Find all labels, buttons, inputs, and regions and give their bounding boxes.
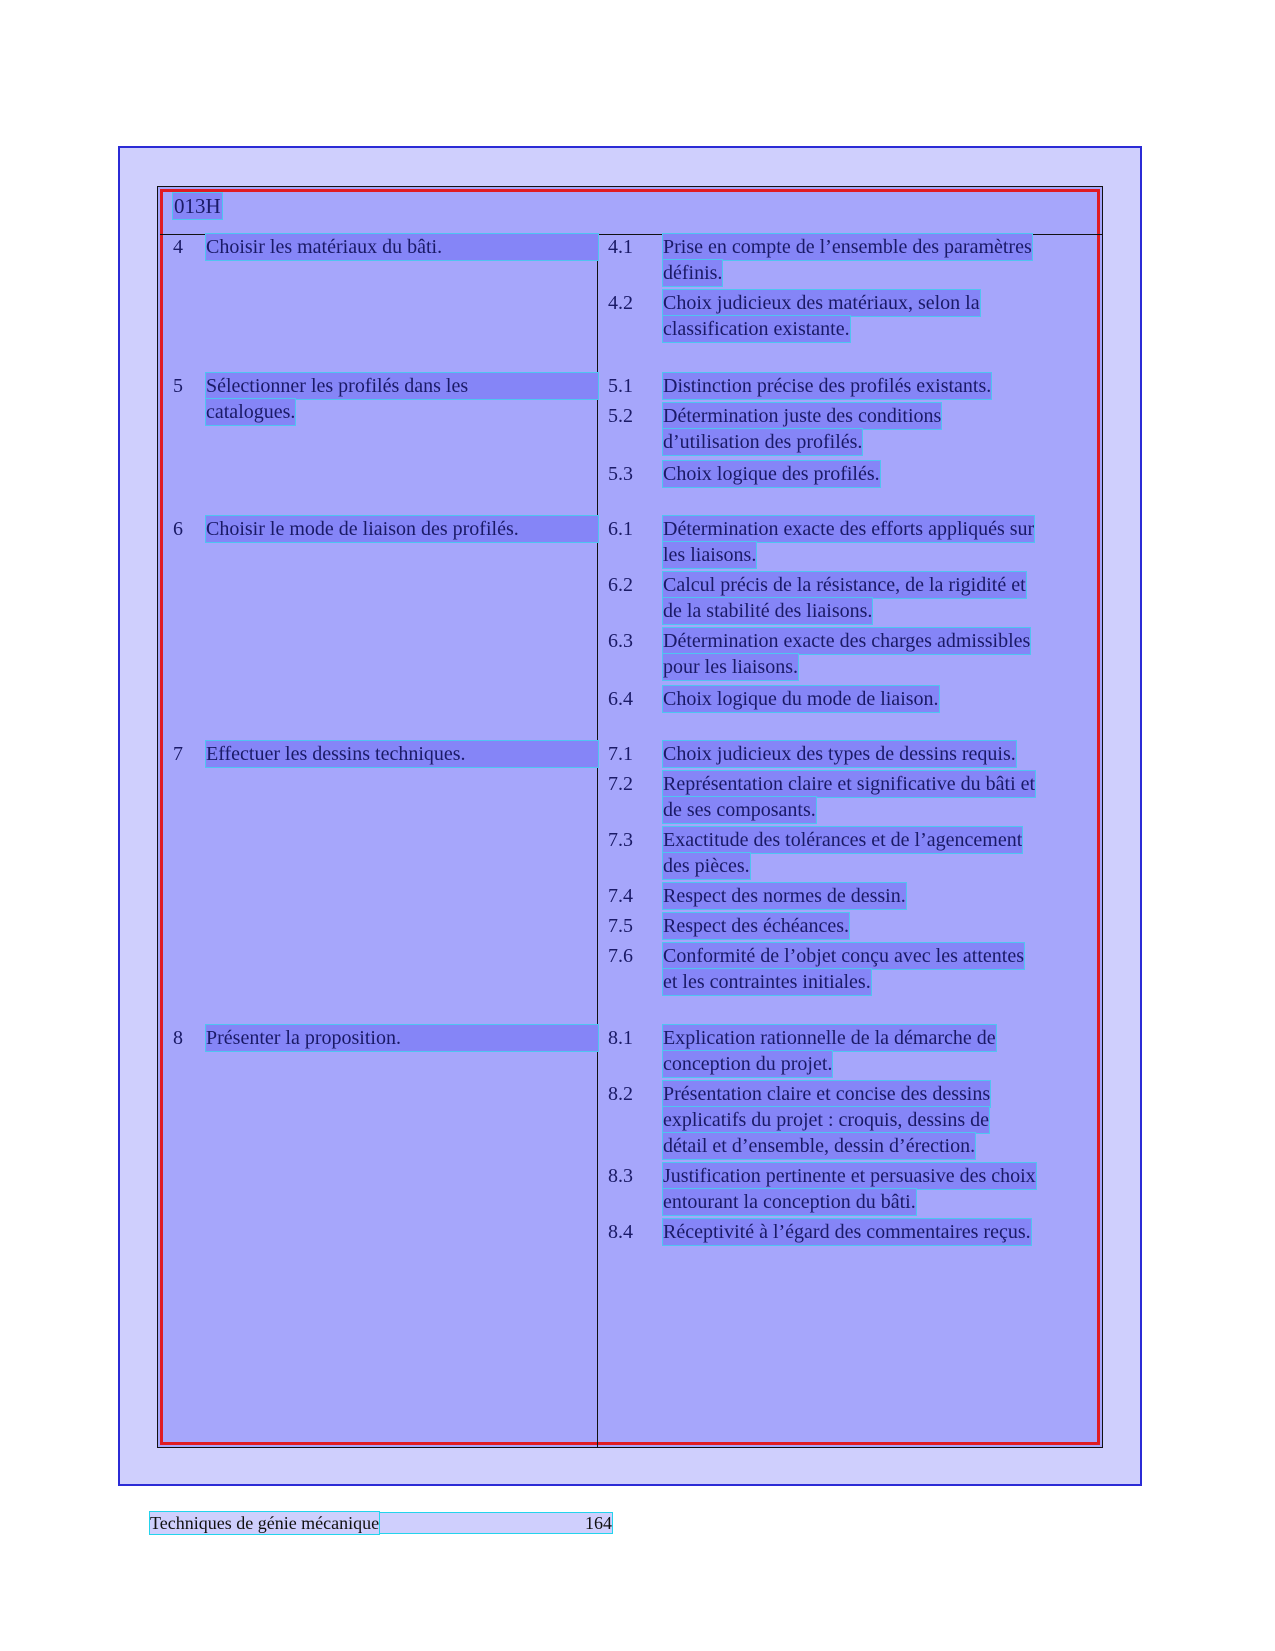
criterion-text: Distinction précise des profilés existants.: [663, 375, 992, 397]
criterion-text: les liaisons.: [663, 544, 757, 566]
criterion-number: 6.1: [608, 518, 633, 540]
criterion-number: 7.2: [608, 773, 633, 795]
criterion-number: 6.4: [608, 688, 633, 710]
criterion-number: 8.3: [608, 1165, 633, 1187]
criterion-text: Choix logique du mode de liaison.: [663, 688, 939, 710]
criterion-number: 8.2: [608, 1083, 633, 1105]
criterion-text: détail et d’ensemble, dessin d’érection.: [663, 1135, 976, 1157]
criterion-text: Conformité de l’objet conçu avec les attentes: [663, 945, 1024, 967]
criterion-number: 5.1: [608, 375, 633, 397]
element-number: 7: [173, 743, 183, 765]
criterion-text: Respect des normes de dessin.: [663, 885, 906, 907]
element-number: 6: [173, 518, 183, 540]
column-divider: [597, 235, 598, 1448]
criterion-number: 6.2: [608, 574, 633, 596]
element-text: Sélectionner les profilés dans les: [206, 373, 598, 399]
criterion-number: 7.6: [608, 945, 633, 967]
element-text: Choisir les matériaux du bâti.: [206, 234, 598, 260]
criterion-text: Représentation claire et significative du bâti et: [663, 773, 1036, 795]
criterion-text: Calcul précis de la résistance, de la rigidité et: [663, 574, 1026, 596]
criterion-text: Choix judicieux des matériaux, selon la: [663, 292, 980, 314]
criterion-number: 4.1: [608, 236, 633, 258]
competency-code: 013H: [174, 194, 221, 218]
criterion-text: de ses composants.: [663, 799, 816, 821]
element-text: Choisir le mode de liaison des profilés.: [206, 516, 598, 542]
criterion-text: Réceptivité à l’égard des commentaires reçus.: [663, 1221, 1031, 1243]
criterion-text: des pièces.: [663, 855, 750, 877]
element-number: 8: [173, 1027, 183, 1049]
criterion-text: explicatifs du projet : croquis, dessins de: [663, 1109, 990, 1131]
criterion-number: 7.1: [608, 743, 633, 765]
criterion-number: 6.3: [608, 630, 633, 652]
criterion-text: d’utilisation des profilés.: [663, 431, 863, 453]
criterion-text: Respect des échéances.: [663, 915, 850, 937]
element-text: Effectuer les dessins techniques.: [206, 741, 598, 767]
criterion-text: Détermination juste des conditions: [663, 405, 942, 427]
criterion-text: Choix logique des profilés.: [663, 463, 880, 485]
criterion-number: 4.2: [608, 292, 633, 314]
criterion-text: Détermination exacte des efforts appliqués sur: [663, 518, 1035, 540]
criterion-text: entourant la conception du bâti.: [663, 1191, 916, 1213]
element-number: 5: [173, 375, 183, 397]
table-header-row: [160, 189, 1103, 235]
criterion-text: Justification pertinente et persuasive des choix: [663, 1165, 1036, 1187]
criterion-text: Présentation claire et concise des dessins: [663, 1083, 991, 1105]
element-text: Présenter la proposition.: [206, 1025, 598, 1051]
footer-page-number: 164: [585, 1513, 612, 1533]
criterion-number: 5.2: [608, 405, 633, 427]
footer-program: Techniques de génie mécanique: [150, 1513, 380, 1533]
criterion-text: Explication rationnelle de la démarche de: [663, 1027, 996, 1049]
criterion-number: 8.1: [608, 1027, 633, 1049]
criterion-number: 8.4: [608, 1221, 633, 1243]
criterion-text: Choix judicieux des types de dessins requis.: [663, 743, 1016, 765]
criterion-number: 7.4: [608, 885, 633, 907]
criterion-text: de la stabilité des liaisons.: [663, 600, 873, 622]
criterion-number: 7.5: [608, 915, 633, 937]
criterion-text: conception du projet.: [663, 1053, 833, 1075]
criterion-number: 5.3: [608, 463, 633, 485]
criterion-text: définis.: [663, 262, 723, 284]
criterion-number: 7.3: [608, 829, 633, 851]
element-text: catalogues.: [206, 401, 296, 423]
criterion-text: Détermination exacte des charges admissibles: [663, 630, 1031, 652]
criterion-text: Prise en compte de l’ensemble des paramètres: [663, 236, 1032, 258]
criterion-text: Exactitude des tolérances et de l’agencement: [663, 829, 1023, 851]
element-number: 4: [173, 236, 183, 258]
criterion-text: pour les liaisons.: [663, 656, 798, 678]
criterion-text: classification existante.: [663, 318, 850, 340]
criterion-text: et les contraintes initiales.: [663, 971, 871, 993]
